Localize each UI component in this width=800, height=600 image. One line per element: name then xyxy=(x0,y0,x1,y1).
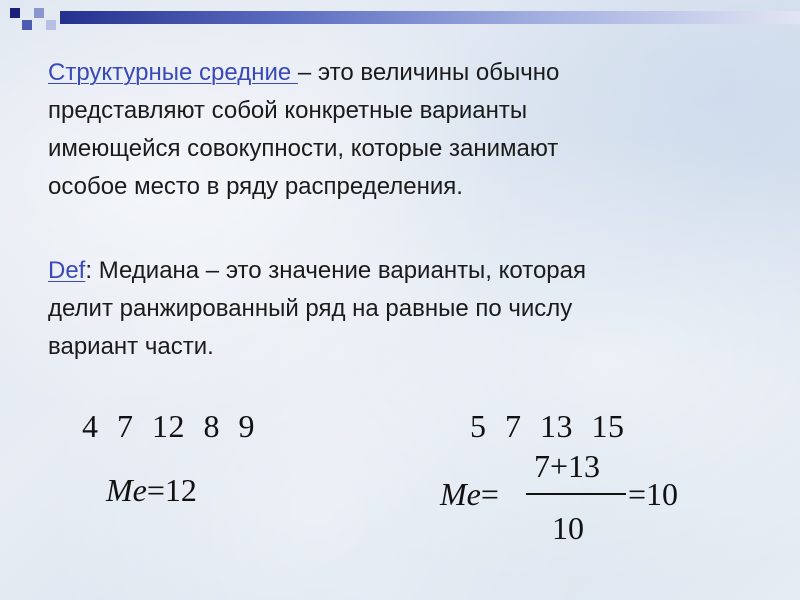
term-def: Def xyxy=(48,257,86,284)
decor-square xyxy=(22,20,32,30)
fraction-denominator: 10 xyxy=(552,510,584,546)
fraction-numerator: 7+13 xyxy=(534,448,601,484)
example2-formula-lhs xyxy=(440,476,499,513)
title-bar-decoration xyxy=(0,0,800,40)
term-structural-means: Структурные средние xyxy=(48,59,298,86)
text-line: особое место в ряду распределения. xyxy=(48,173,463,200)
text-line: : Медиана – это значение варианты, которая xyxy=(85,257,586,284)
gradient-bar xyxy=(60,11,800,24)
fraction-result: =10 xyxy=(628,476,679,512)
example2-sequence: 5 7 13 15 xyxy=(470,408,625,444)
definition-structural-means xyxy=(48,54,768,206)
decor-square xyxy=(34,8,44,18)
text-line: делит ранжированный ряд на равные по числу xyxy=(48,295,573,322)
median-symbol: Me xyxy=(106,472,147,508)
formula-value: =12 xyxy=(146,472,197,508)
equals-sign: = xyxy=(480,476,499,512)
text-line: – это величины обычно xyxy=(297,59,560,86)
example1-sequence: 4 7 12 8 9 xyxy=(82,408,255,444)
example1-formula xyxy=(106,472,197,509)
definition-median xyxy=(48,252,768,366)
fraction-bar xyxy=(526,493,626,495)
text-line: представляют собой конкретные варианты xyxy=(48,97,528,124)
median-symbol: Me xyxy=(440,476,481,512)
decor-square xyxy=(46,20,56,30)
text-line: имеющейся совокупности, которые занимают xyxy=(48,135,559,162)
decor-square xyxy=(10,8,20,18)
text-line: вариант части. xyxy=(48,333,214,360)
